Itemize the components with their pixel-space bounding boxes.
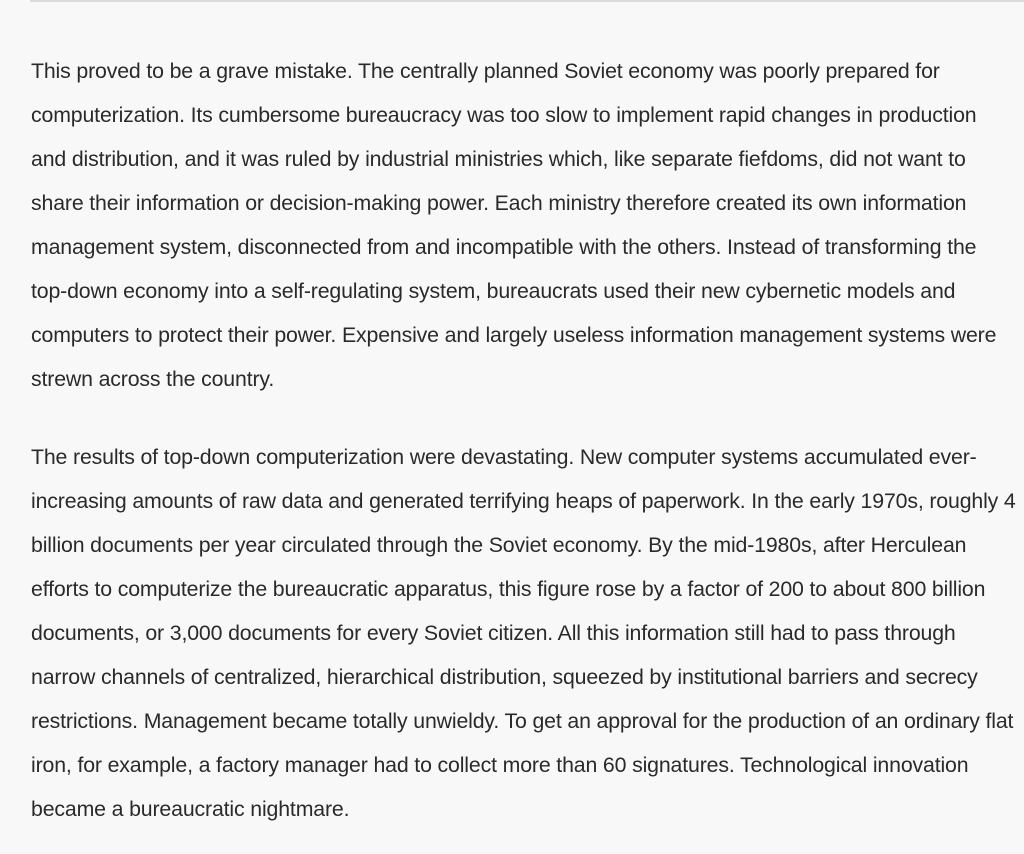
- paragraph-grave-mistake: This proved to be a grave mistake. The centrally planned Soviet economy was poorly prepared for computerization. Its cumbersome bureaucracy was too slow to implement rapid changes in production and distribution, and it was ruled by industrial ministries which, like separate fiefdoms, did not want to share their information or decision-making power. Each ministry therefore created its own information management system, disconnected from and incompatible with the others. Instead of transforming the top-down economy into a self-regulating system, bureaucrats used their new cybernetic models and computers to protect their power. Expensive and largely useless information management systems were strewn across the country.: [31, 59, 997, 391]
- article-body: [31, 49, 1016, 831]
- top-divider: [30, 0, 1024, 2]
- paragraph-computerization-results: The results of top-down computerization were devastating. New computer systems accumulated ever-increasing amounts of raw data and generated terrifying heaps of paperwork. In the early 1970s, roughly 4 billion documents per year circulated through the Soviet economy. By the mid-1980s, after Herculean efforts to computerize the bureaucratic apparatus, this figure rose by a factor of 200 to about 800 billion documents, or 3,000 documents for every Soviet citizen. All this information still had to pass through narrow channels of centralized, hierarchical distribution, squeezed by institutional barriers and secrecy restrictions. Management became totally unwieldy. To get an approval for the production of an ordinary flat iron, for example, a factory manager had to collect more than 60 signatures. Technological innovation became a bureaucratic nightmare.: [31, 445, 1016, 821]
